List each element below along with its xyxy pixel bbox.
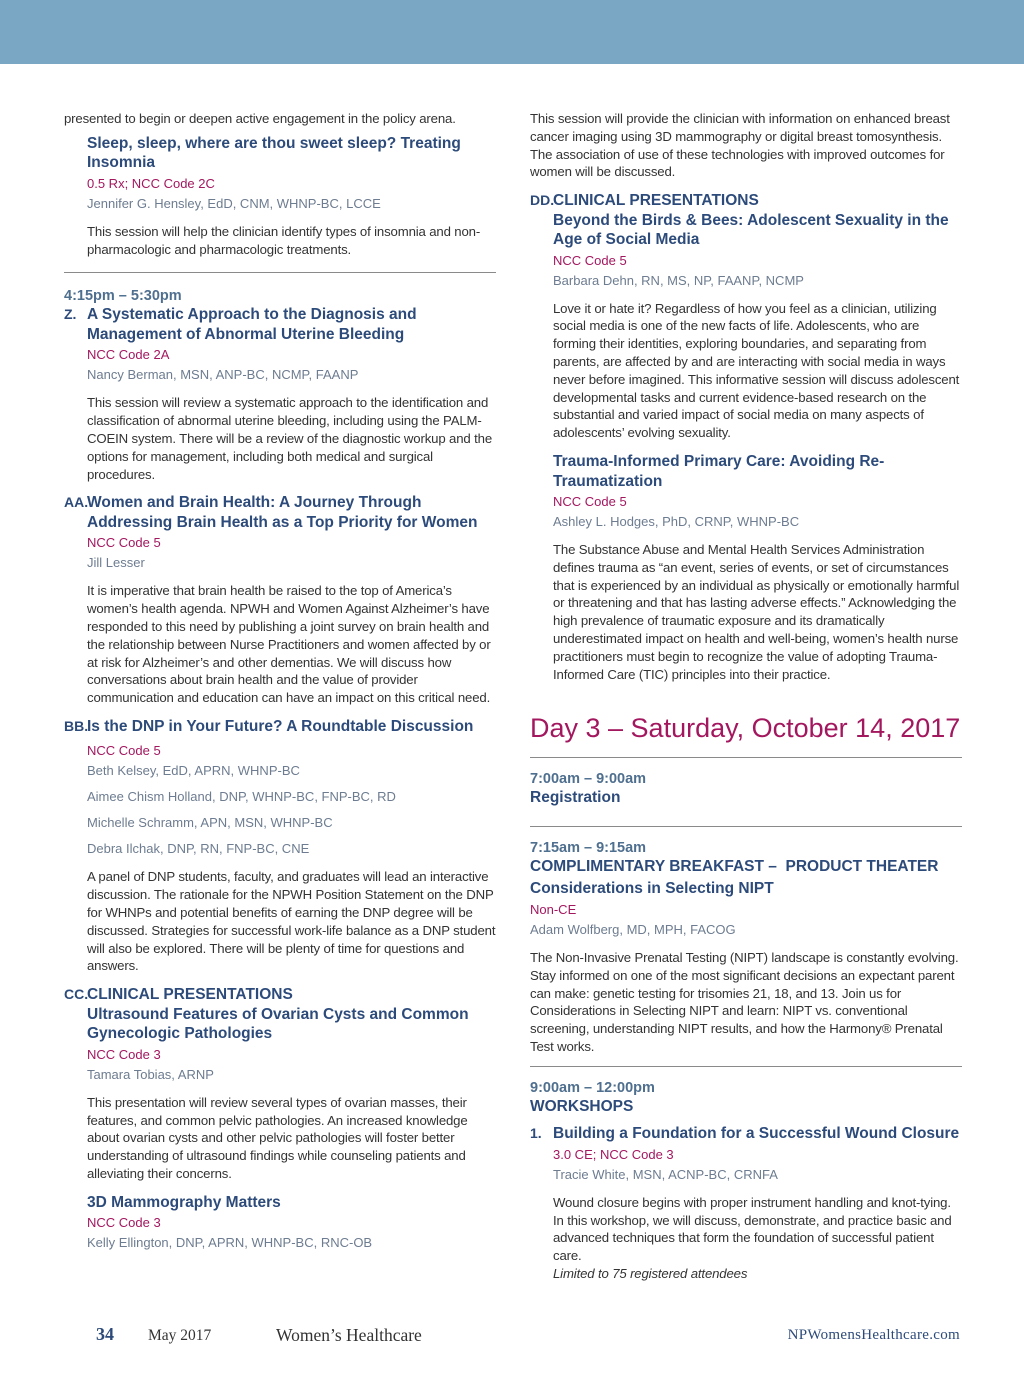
session-description: Wound closure begins with proper instrument handling and knot-tying. In this workshop, we will discuss, demonstrate, and practice basic and advanced techniques that form the foundation of successful patient care. xyxy=(553,1194,952,1264)
session-letter: Z. xyxy=(64,306,77,323)
session-title: Building a Foundation for a Successful Wound Closure xyxy=(553,1125,960,1143)
header-bar xyxy=(0,0,1024,64)
session-description: The Non-Invasive Prenatal Testing (NIPT) landscape is constantly evolving. Stay informed on one of the most significant decisions an expectant parent can make: genetic testing for trisomies 21, 18, and 13. Join us for Considerations in Selecting NIPT and learn: NIPT vs. conventional screening, understanding NIPT results, and how the Harmony® Prenatal Test works. xyxy=(530,949,959,1054)
session-cc xyxy=(64,985,496,1251)
time-slot: 9:00am – 12:00pm xyxy=(530,1079,655,1096)
page-footer xyxy=(96,1322,960,1352)
session-speaker: Jennifer G. Hensley, EdD, CNM, WHNP-BC, LCCE xyxy=(87,195,381,211)
session-speaker: Aimee Chism Holland, DNP, WHNP-BC, FNP-BC, RD xyxy=(87,789,396,805)
attendance-note: Limited to 75 registered attendees xyxy=(553,1265,748,1281)
session-title: Trauma-Informed Primary Care: Avoiding Re-Traumatization xyxy=(553,453,885,490)
session-speaker: Tamara Tobias, ARNP xyxy=(87,1066,214,1082)
registration-title: Registration xyxy=(530,789,621,807)
session-description: A panel of DNP students, faculty, and graduates will lead an interactive discussion. The rationale for the NPWH Position Statement on the DNP for WHNPs and potential benefits of earning the DNP degree will be discussed. Strategies for successful work-life balance as a DNP student will also be explored. There will be plenty of time for questions and answers. xyxy=(87,869,496,974)
page-number: 34 xyxy=(96,1324,114,1344)
workshop-number: 1. xyxy=(530,1125,542,1142)
session-speaker: Ashley L. Hodges, PhD, CRNP, WHNP-BC xyxy=(553,514,800,530)
day-heading: Day 3 – Saturday, October 14, 2017 xyxy=(530,713,961,744)
session-dd xyxy=(530,191,962,683)
session-title: Considerations in Selecting NIPT xyxy=(530,880,774,898)
workshop-1 xyxy=(530,1124,962,1282)
session-letter: CC. xyxy=(64,986,89,1003)
session-speaker: Beth Kelsey, EdD, APRN, WHNP-BC xyxy=(87,763,300,779)
session-code: NCC Code 3 xyxy=(87,1046,161,1062)
session-description: It is imperative that brain health be raised to the top of America’s women’s health agenda. NPWH and Women Against Alzheimer’s have responded to this need by publishing a joint survey on brain health and the relationship between Nurse Practitioners and women affected by or at risk for Alzheimer’s and other dementias. We will discuss how conversations about brain health and the value of provider communication and education can have an impact on this critical need. xyxy=(87,583,491,706)
session-title: Ultrasound Features of Ovarian Cysts and Common Gynecologic Pathologies xyxy=(87,1005,469,1043)
session-description: The Substance Abuse and Mental Health Services Administration defines trauma as “an event, series of events, or set of circumstances that is experienced by an individual as physically or emotionally harmful or threatening and that has lasting adverse effects.” Acknowledging the high prevalence of traumatic exposure and its dramatically underestimated impact on health and well-being, women’s health nurse practitioners must begin to recognize the value of adopting Trauma-Informed Care (TIC) principles into their practice. xyxy=(553,542,960,682)
intro-text: presented to begin or deepen active engagement in the policy arena. xyxy=(64,111,456,126)
session-speaker: Adam Wolfberg, MD, MPH, FACOG xyxy=(530,921,736,937)
session-z xyxy=(64,305,496,483)
session-description: Love it or hate it? Regardless of how you feel as a clinician, utilizing social media is one of the new facts of life. Adolescents, who are forming their identities, exploring boundaries, and separating from parents, are affected by and are interacting with social media in ways never before imagined. This informative session will discuss adolescent developmental tasks and current evidence-based research on the substantial and varied impact of social media on many aspects of adolescents’ evolving sexuality. xyxy=(553,300,960,441)
session-speaker: Barbara Dehn, RN, MS, NP, FAANP, NCMP xyxy=(553,272,804,288)
issue-date: May 2017 xyxy=(148,1327,212,1344)
session-letter: BB. xyxy=(64,717,89,734)
session-letter: AA. xyxy=(64,494,89,511)
session-title: Is the DNP in Your Future? A Roundtable Discussion xyxy=(87,717,474,735)
session-speaker: Jill Lesser xyxy=(87,555,145,571)
session-code: 3.0 CE; NCC Code 3 xyxy=(553,1146,674,1162)
section-heading: CLINICAL PRESENTATIONS xyxy=(553,192,759,210)
session-code: NCC Code 5 xyxy=(87,743,161,759)
session-description: This session will provide the clinician with information on enhanced breast cancer imaging using 3D mammography or digital breast tomosynthesis. The association of use of these technologies with improved outcomes for women will be discussed. xyxy=(530,111,950,180)
session-speaker: Nancy Berman, MSN, ANP-BC, NCMP, FAANP xyxy=(87,367,359,383)
time-slot: 4:15pm – 5:30pm xyxy=(64,288,182,305)
session-speaker: Kelly Ellington, DNP, APRN, WHNP-BC, RNC-OB xyxy=(87,1235,373,1251)
session-title: Beyond the Birds & Bees: Adolescent Sexuality in the Age of Social Media xyxy=(553,211,949,249)
session-code: NCC Code 5 xyxy=(553,252,627,268)
session-title: Sleep, sleep, where are thou sweet sleep? Treating Insomnia xyxy=(87,134,461,172)
time-slot: 7:00am – 9:00am xyxy=(530,771,647,788)
session-letter: DD. xyxy=(530,192,555,209)
right-column xyxy=(530,110,962,1293)
session-code: 0.5 Rx; NCC Code 2C xyxy=(87,175,215,191)
session-code: NCC Code 5 xyxy=(87,535,161,551)
section-heading: WORKSHOPS xyxy=(530,1097,634,1115)
session-description: This session will review a systematic approach to the identification and classification of abnormal uterine bleeding, including using the PALM-COEIN system. There will be a review of the diagnostic workup and the options for management, including both medical and surgical procedures. xyxy=(87,395,493,482)
session-code: NCC Code 5 xyxy=(553,494,627,510)
session-speaker: Michelle Schramm, APN, MSN, WHNP-BC xyxy=(87,815,333,831)
session-code: NCC Code 3 xyxy=(87,1215,161,1231)
divider xyxy=(530,757,962,758)
session-bb xyxy=(64,717,496,975)
session-aa xyxy=(64,493,496,707)
divider xyxy=(64,272,496,273)
session-code: NCC Code 2A xyxy=(87,347,170,363)
left-column xyxy=(64,110,496,1262)
divider xyxy=(530,1066,962,1067)
session-speaker: Debra Ilchak, DNP, RN, FNP-BC, CNE xyxy=(87,841,310,857)
session-speaker: Tracie White, MSN, ACNP-BC, CRNFA xyxy=(553,1166,778,1182)
session-title: 3D Mammography Matters xyxy=(87,1193,281,1211)
section-heading: CLINICAL PRESENTATIONS xyxy=(87,986,293,1004)
section-heading: COMPLIMENTARY BREAKFAST – PRODUCT THEATER xyxy=(530,857,939,875)
session-sleep xyxy=(87,134,496,259)
session-description: This session will help the clinician identify types of insomnia and non-pharmacologic and pharmacologic treatments. xyxy=(87,223,481,257)
session-description: This presentation will review several types of ovarian masses, their features, and common pelvic pathologies. An increased knowledge about ovarian cysts and other pelvic pathologies will foster better understanding of ultrasound findings while counseling patients and alleviating their concerns. xyxy=(87,1094,468,1181)
session-title: A Systematic Approach to the Diagnosis and Management of Abnormal Uterine Bleeding xyxy=(87,306,417,343)
time-slot: 7:15am – 9:15am xyxy=(530,839,647,856)
session-code: Non-CE xyxy=(530,901,577,917)
divider xyxy=(530,826,962,827)
magazine-name: Women’s Healthcare xyxy=(276,1325,422,1345)
session-title: Women and Brain Health: A Journey Through Addressing Brain Health as a Top Priority for Women xyxy=(87,494,478,531)
website-url: NPWomensHealthcare.com xyxy=(787,1327,960,1343)
